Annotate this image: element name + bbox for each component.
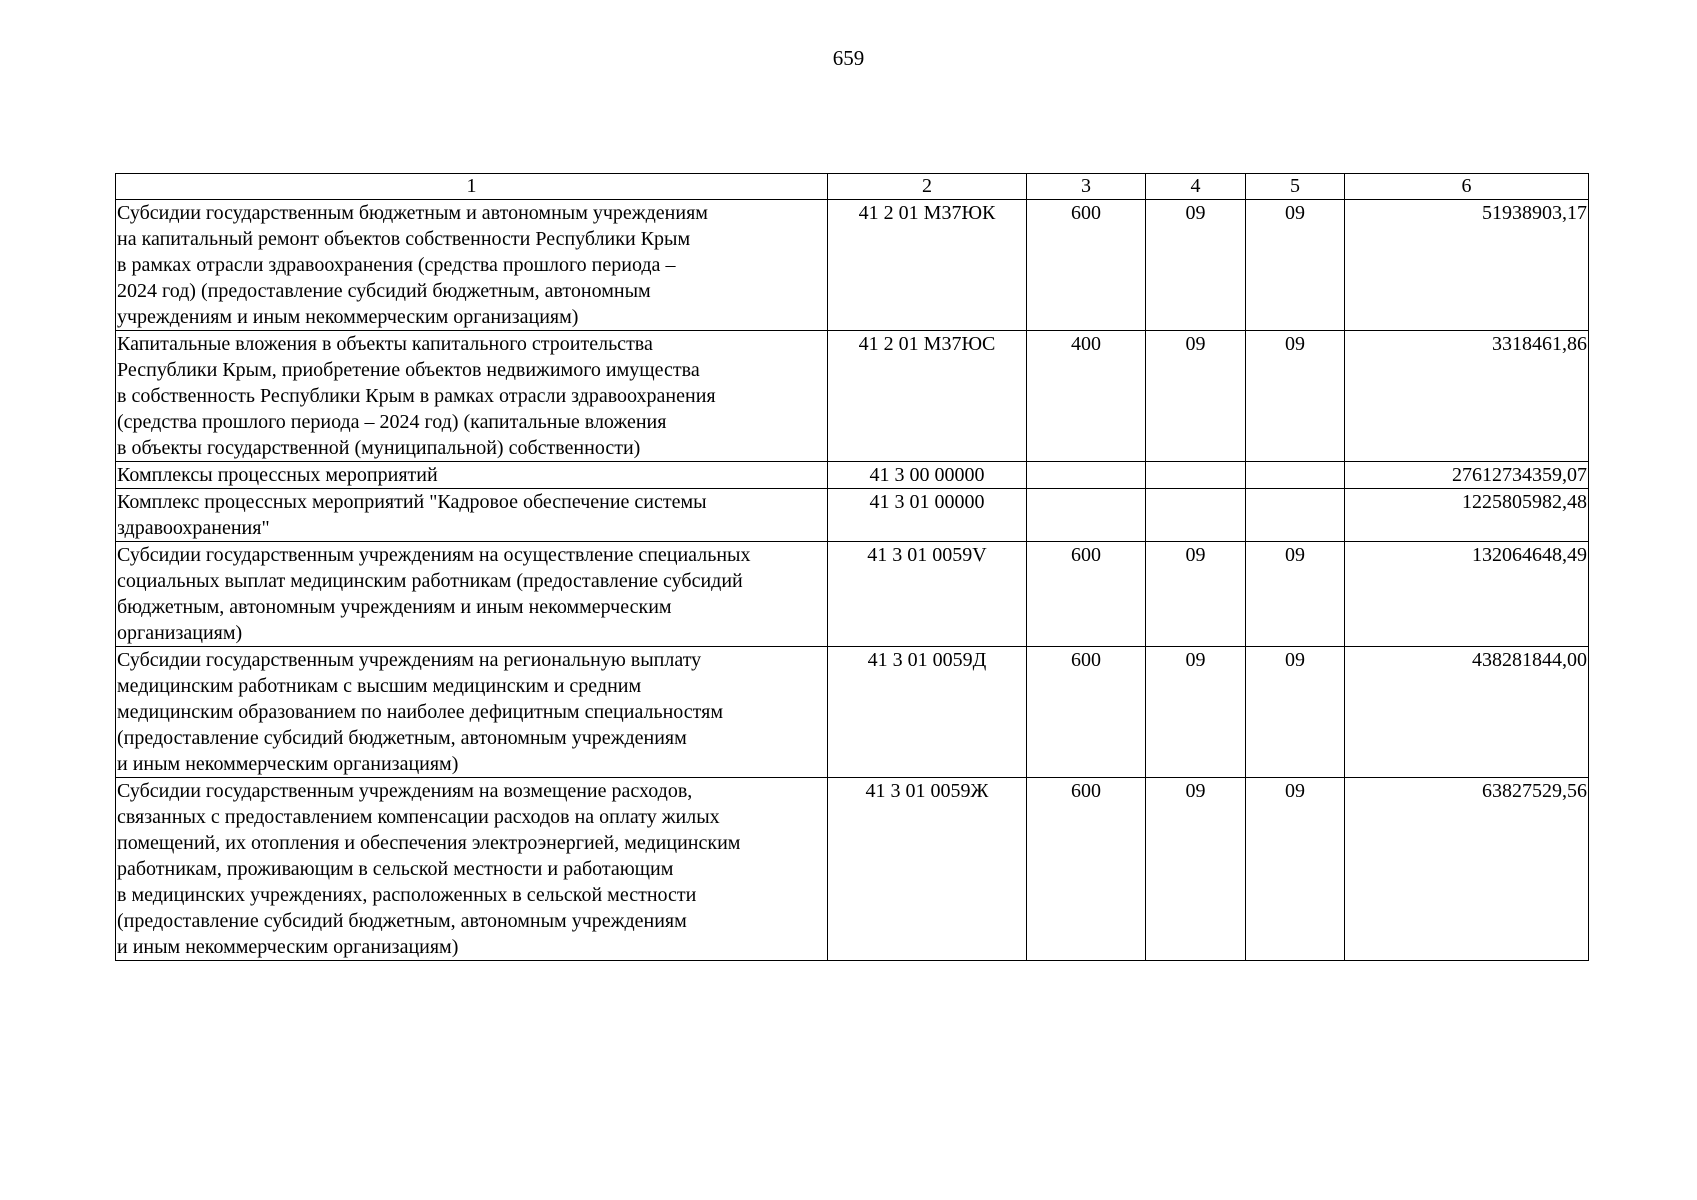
column-header-6: 6 — [1345, 174, 1589, 200]
table-row — [116, 331, 1589, 462]
row-subsection: 09 — [1246, 200, 1345, 331]
row-name: Субсидии государственным учреждениям на региональную выплату медицинским работникам с высшим медицинским и средним медицинским образованием по наиболее дефицитным специальностям (предоставление субсидий бюджетным, автономным учреждениям и иным некоммерческим организациям) — [116, 647, 828, 778]
row-subsection: 09 — [1246, 647, 1345, 778]
row-subsection: 09 — [1246, 331, 1345, 462]
header-row — [116, 174, 1589, 200]
row-expense-type — [1027, 489, 1146, 542]
row-amount: 27612734359,07 — [1345, 462, 1589, 489]
row-expense-type: 600 — [1027, 778, 1146, 961]
row-section: 09 — [1146, 542, 1246, 647]
column-header-2: 2 — [828, 174, 1027, 200]
table-row — [116, 462, 1589, 489]
table-row — [116, 778, 1589, 961]
row-section — [1146, 489, 1246, 542]
row-section — [1146, 462, 1246, 489]
table-row — [116, 647, 1589, 778]
row-name: Субсидии государственным учреждениям на возмещение расходов, связанных с предоставлением компенсации расходов на оплату жилых помещений, их отопления и обеспечения электроэнергией, медицинским работникам, проживающим в сельской местности и работающим в медицинских учреждениях, расположенных в сельской местности (предоставление субсидий бюджетным, автономным учреждениям и иным некоммерческим организациям) — [116, 778, 828, 961]
row-expense-type: 600 — [1027, 647, 1146, 778]
budget-table — [115, 173, 1589, 961]
row-section: 09 — [1146, 647, 1246, 778]
column-header-4: 4 — [1146, 174, 1246, 200]
row-subsection: 09 — [1246, 778, 1345, 961]
row-amount: 438281844,00 — [1345, 647, 1589, 778]
row-target-code: 41 3 01 0059V — [828, 542, 1027, 647]
row-target-code: 41 3 01 00000 — [828, 489, 1027, 542]
row-name: Комплекс процессных мероприятий "Кадровое обеспечение системы здравоохранения" — [116, 489, 828, 542]
row-target-code: 41 3 01 0059Ж — [828, 778, 1027, 961]
row-amount: 3318461,86 — [1345, 331, 1589, 462]
row-amount: 51938903,17 — [1345, 200, 1589, 331]
row-expense-type: 600 — [1027, 200, 1146, 331]
row-amount: 132064648,49 — [1345, 542, 1589, 647]
row-subsection: 09 — [1246, 542, 1345, 647]
row-target-code: 41 3 01 0059Д — [828, 647, 1027, 778]
row-target-code: 41 3 00 00000 — [828, 462, 1027, 489]
row-name: Капитальные вложения в объекты капитального строительства Республики Крым, приобретение объектов недвижимого имущества в собственность Республики Крым в рамках отрасли здравоохранения (средства прошлого периода – 2024 год) (капитальные вложения в объекты государственной (муниципальной) собственности) — [116, 331, 828, 462]
row-expense-type: 400 — [1027, 331, 1146, 462]
column-header-3: 3 — [1027, 174, 1146, 200]
row-amount: 1225805982,48 — [1345, 489, 1589, 542]
row-section: 09 — [1146, 331, 1246, 462]
row-section: 09 — [1146, 778, 1246, 961]
row-name: Субсидии государственным учреждениям на осуществление специальных социальных выплат медицинским работникам (предоставление субсидий бюджетным, автономным учреждениям и иным некоммерческим организациям) — [116, 542, 828, 647]
page-number: 659 — [832, 46, 865, 70]
row-expense-type — [1027, 462, 1146, 489]
row-amount: 63827529,56 — [1345, 778, 1589, 961]
row-section: 09 — [1146, 200, 1246, 331]
row-target-code: 41 2 01 М37ЮК — [828, 200, 1027, 331]
table-row — [116, 489, 1589, 542]
row-name: Субсидии государственным бюджетным и автономным учреждениям на капитальный ремонт объектов собственности Республики Крым в рамках отрасли здравоохранения (средства прошлого периода – 2024 год) (предоставление субсидий бюджетным, автономным учреждениям и иным некоммерческим организациям) — [116, 200, 828, 331]
row-subsection — [1246, 462, 1345, 489]
row-subsection — [1246, 489, 1345, 542]
table-row — [116, 200, 1589, 331]
column-header-1: 1 — [116, 174, 828, 200]
row-target-code: 41 2 01 М37ЮС — [828, 331, 1027, 462]
table-row — [116, 542, 1589, 647]
row-expense-type: 600 — [1027, 542, 1146, 647]
column-header-5: 5 — [1246, 174, 1345, 200]
row-name: Комплексы процессных мероприятий — [116, 462, 828, 489]
